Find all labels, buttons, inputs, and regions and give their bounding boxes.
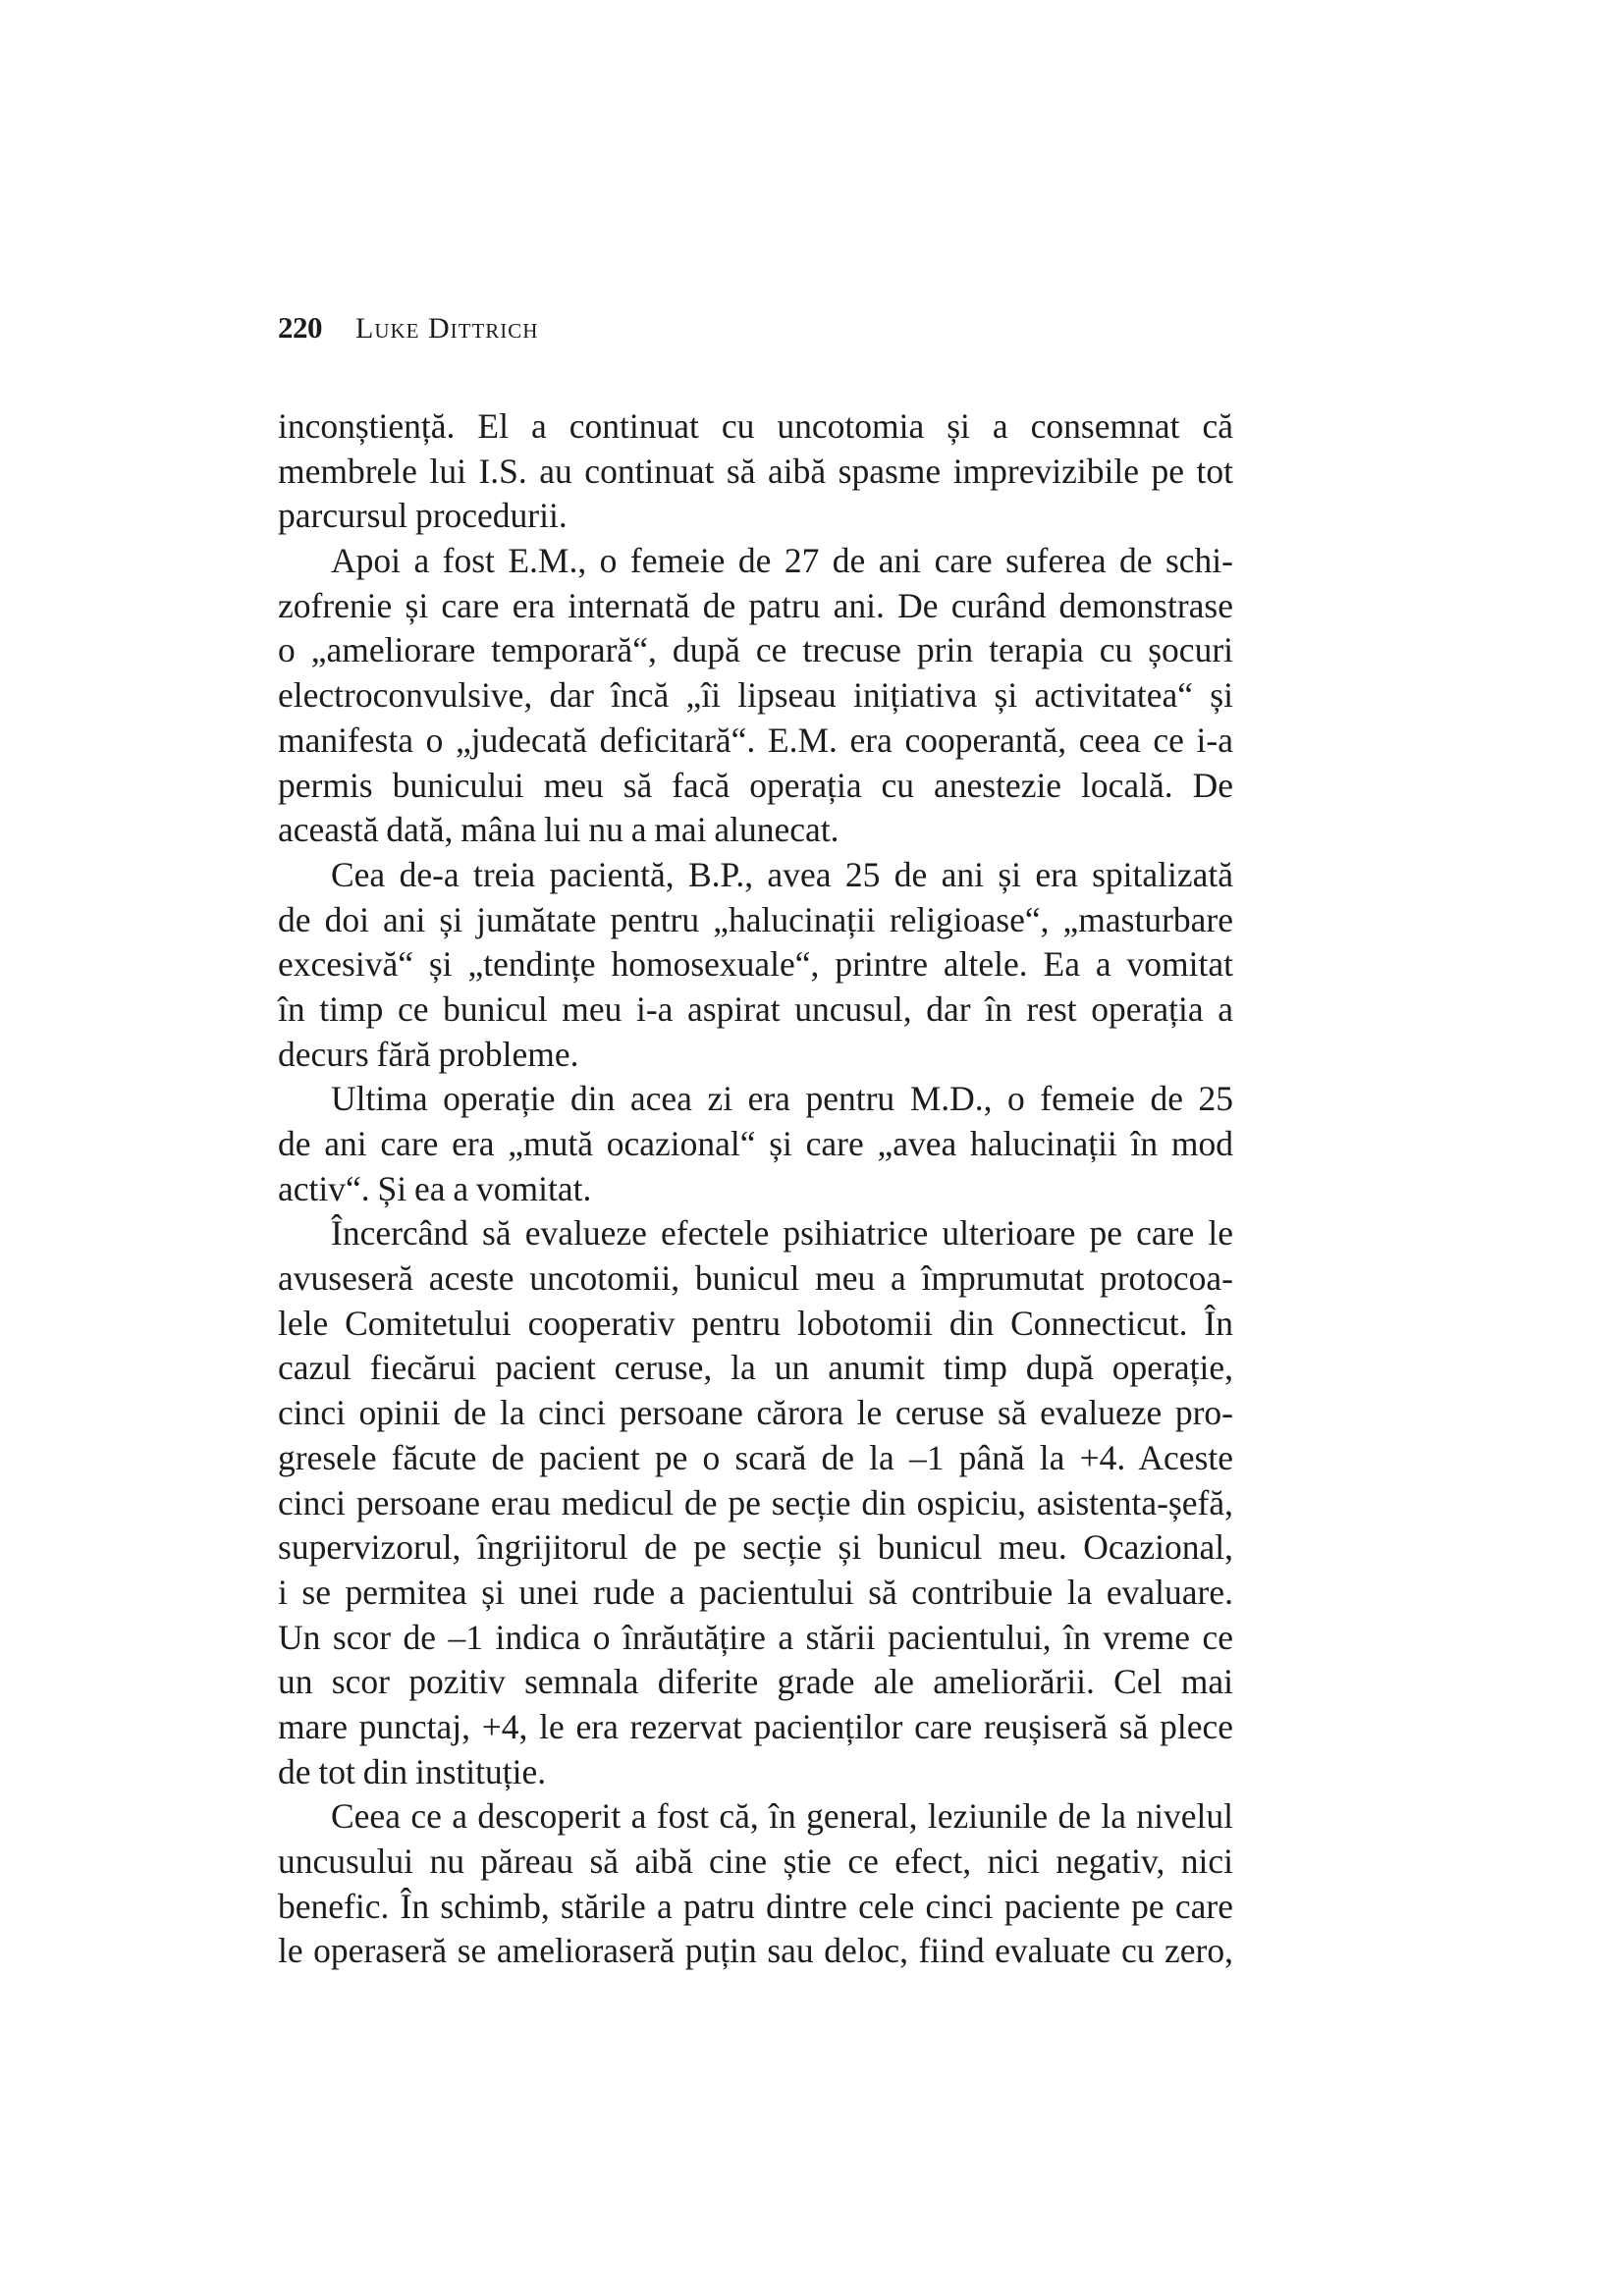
text-line: cinci opinii de la cinci persoane cărora le ceruse să evalueze pro- xyxy=(278,1393,1233,1433)
page-number: 220 xyxy=(278,310,322,345)
text-line: această dată, mâna lui nu a mai alunecat. xyxy=(278,810,839,850)
text-line: Ultima operație din acea zi era pentru M.D., o femeie de 25 xyxy=(331,1079,1233,1119)
text-line: zofrenie și care era internată de patru ani. De curând demonstrase xyxy=(278,585,1233,625)
paragraph xyxy=(278,853,1233,1077)
text-line: gresele făcute de pacient pe o scară de la –1 până la +4. Aceste xyxy=(278,1437,1233,1477)
body-text xyxy=(278,404,1233,1974)
text-line: permis bunicului meu să facă operația cu anestezie locală. De xyxy=(278,765,1233,805)
text-line: Apoi a fost E.M., o femeie de 27 de ani care suferea de schi- xyxy=(331,541,1233,581)
text-line: lele Comitetului cooperativ pentru lobotomii din Connecticut. În xyxy=(278,1303,1233,1343)
text-line: de tot din instituție. xyxy=(278,1751,547,1791)
text-line: parcursul procedurii. xyxy=(278,496,568,536)
text-line: inconștiență. El a continuat cu uncotomia și a consemnat că xyxy=(278,406,1233,446)
text-line: le operaseră se amelioraseră puțin sau deloc, fiind evaluate cu zero, xyxy=(278,1931,1233,1971)
text-line: avuseseră aceste uncotomii, bunicul meu a împrumutat protocoa- xyxy=(278,1258,1233,1299)
text-line: electroconvulsive, dar încă „îi lipseau inițiativa și activitatea“ și xyxy=(278,675,1233,716)
text-line: Încercând să evalueze efectele psihiatrice ulterioare pe care le xyxy=(331,1213,1233,1254)
text-line: Un scor de –1 indica o înrăutățire a stării pacientului, în vreme ce xyxy=(278,1617,1233,1657)
text-line: benefic. În schimb, stările a patru dintre cele cinci paciente pe care xyxy=(278,1886,1233,1926)
text-line: i se permitea și unei rude a pacientului să contribuie la evaluare. xyxy=(278,1572,1233,1612)
running-head xyxy=(278,310,538,349)
text-line: manifesta o „judecată deficitară“. E.M. era cooperantă, ceea ce i-a xyxy=(278,720,1233,760)
text-line: uncusului nu păreau să aibă cine știe ce efect, nici negativ, nici xyxy=(278,1842,1233,1881)
text-line: decurs fără probleme. xyxy=(278,1034,579,1074)
text-line: de ani care era „mută ocazional“ și care „avea halucinații în mod xyxy=(278,1124,1233,1163)
text-line: cazul fiecărui pacient ceruse, la un anumit timp după operație, xyxy=(278,1348,1233,1388)
text-line: cinci persoane erau medicul de pe secție din ospiciu, asistenta-șefă, xyxy=(278,1482,1233,1522)
paragraph xyxy=(278,404,1233,539)
text-line: în timp ce bunicul meu i-a aspirat uncusul, dar în rest operația a xyxy=(278,988,1233,1029)
text-line: o „ameliorare temporară“, după ce trecuse prin terapia cu șocuri xyxy=(278,630,1233,670)
text-line: Ceea ce a descoperit a fost că, în general, leziunile de la nivelul xyxy=(331,1796,1233,1837)
paragraph xyxy=(278,1211,1233,1794)
text-line: mare punctaj, +4, le era rezervat pacienților care reușiseră să plece xyxy=(278,1706,1233,1746)
text-line: Cea de-a treia pacientă, B.P., avea 25 de ani și era spitalizată xyxy=(331,854,1233,894)
paragraph xyxy=(278,539,1233,853)
text-line: activ“. Și ea a vomitat. xyxy=(278,1168,592,1208)
paragraph xyxy=(278,1077,1233,1211)
paragraph xyxy=(278,1794,1233,1974)
text-line: membrele lui I.S. au continuat să aibă spasme imprevizibile pe tot xyxy=(278,451,1233,491)
running-head-author: Luke Dittrich xyxy=(355,312,539,345)
text-line: un scor pozitiv semnala diferite grade ale ameliorării. Cel mai xyxy=(278,1662,1233,1702)
text-line: excesivă“ și „tendințe homosexuale“, printre altele. Ea a vomitat xyxy=(278,944,1233,985)
text-line: de doi ani și jumătate pentru „halucinații religioase“, „masturbare xyxy=(278,899,1233,939)
text-line: supervizorul, îngrijitorul de pe secție și bunicul meu. Ocazional, xyxy=(278,1527,1233,1568)
